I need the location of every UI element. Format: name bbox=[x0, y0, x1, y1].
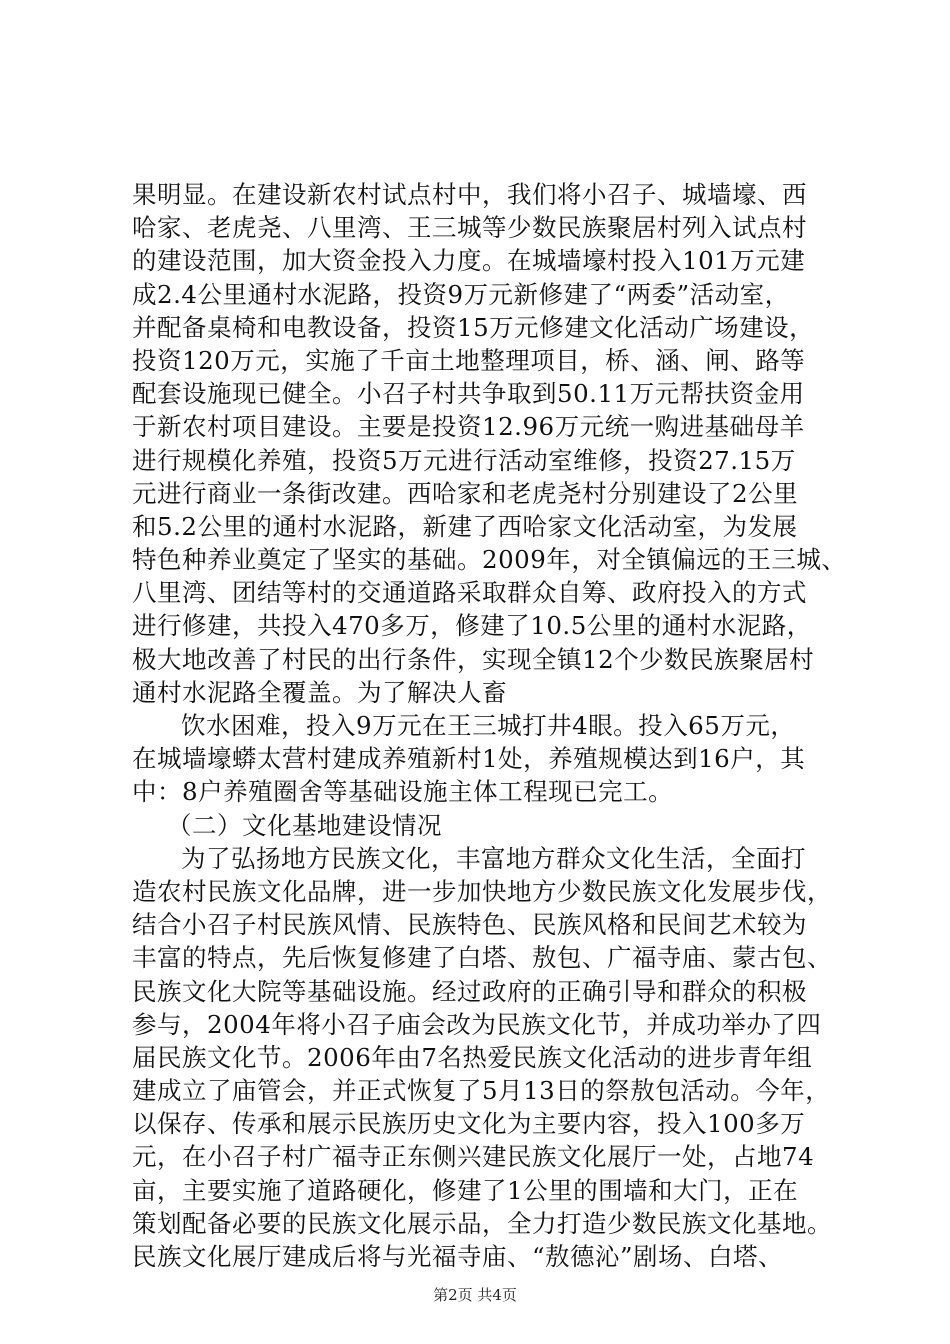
text-line: 于新农村项目建设。主要是投资12.96万元统一购进基础母羊 bbox=[132, 412, 805, 442]
text-line: 在城墙壕蟒太营村建成养殖新村1处，养殖规模达到16户，其 bbox=[132, 744, 806, 774]
text-line: 结合小召子村民族风情、民族特色、民族风格和民间艺术较为 bbox=[132, 910, 807, 940]
text-line: 并配备桌椅和电教设备，投资15万元修建文化活动广场建设， bbox=[132, 312, 815, 342]
text-line: 策划配备必要的民族文化展示品，全力打造少数民族文化基地。 bbox=[132, 1208, 832, 1238]
text-line: 饮水困难，投入9万元在王三城打井4眼。投入65万元， bbox=[181, 711, 796, 740]
text-line: 民族文化大院等基础设施。经过政府的正确引导和群众的积极 bbox=[132, 976, 807, 1006]
text-line: 造农村民族文化品牌，进一步加快地方少数民族文化发展步伐， bbox=[132, 876, 832, 906]
section-heading: （二）文化基地建设情况 bbox=[167, 810, 442, 840]
text-line: 哈家、老虎尧、八里湾、王三城等少数民族聚居村列入试点村 bbox=[132, 213, 807, 243]
text-line: 元进行商业一条街改建。西哈家和老虎尧村分别建设了2公里 bbox=[132, 478, 799, 508]
text-line: 极大地改善了村民的出行条件，实现全镇12个少数民族聚居村 bbox=[132, 644, 815, 674]
text-line: 特色种养业奠定了坚实的基础。2009年，对全镇偏远的王三城、 bbox=[132, 545, 847, 575]
text-line: 进行规模化养殖，投资5万元进行活动室维修，投资27.15万 bbox=[132, 445, 796, 475]
text-line: 果明显。在建设新农村试点村中，我们将小召子、城墙壕、西 bbox=[132, 180, 807, 209]
text-line: 民族文化展厅建成后将与光福寺庙、“敖德沁”剧场、白塔、 bbox=[132, 1242, 784, 1271]
text-line: 进行修建，共投入470多万，修建了10.5公里的通村水泥路， bbox=[132, 611, 812, 641]
text-line: 建成立了庙管会，并正式恢复了5月13日的祭敖包活动。今年， bbox=[132, 1076, 831, 1106]
text-line: 配套设施现已健全。小召子村共争取到50.11万元帮扶资金用 bbox=[132, 379, 805, 409]
text-line: 丰富的特点，先后恢复修建了白塔、敖包、广福寺庙、蒙古包、 bbox=[132, 943, 832, 973]
text-line: 中：8户养殖圈舍等基础设施主体工程现已完工。 bbox=[132, 777, 674, 807]
body-text bbox=[132, 178, 847, 1273]
text-line: 以保存、传承和展示民族历史文化为主要内容，投入100多万 bbox=[132, 1109, 806, 1139]
text-line: 为了弘扬地方民族文化，丰富地方群众文化生活，全面打 bbox=[181, 843, 806, 873]
page-footer: 第2页 共4页 bbox=[433, 1286, 517, 1304]
text-line: 成2.4公里通村水泥路，投资9万元新修建了“两委”活动室， bbox=[132, 279, 790, 309]
text-line: 通村水泥路全覆盖。为了解决人畜 bbox=[132, 677, 507, 707]
text-line: 投资120万元，实施了千亩土地整理项目，桥、涵、闸、路等 bbox=[132, 345, 806, 375]
text-line: 届民族文化节。2006年由7名热爱民族文化活动的进步青年组 bbox=[132, 1042, 813, 1072]
text-line: 亩，主要实施了道路硬化，修建了1公里的围墙和大门，正在 bbox=[132, 1175, 799, 1205]
text-line: 参与，2004年将小召子庙会改为民族文化节，并成功举办了四 bbox=[132, 1009, 822, 1039]
text-line: 的建设范围，加大资金投入力度。在城墙壕村投入101万元建 bbox=[132, 246, 806, 276]
text-line: 八里湾、团结等村的交通道路采取群众自筹、政府投入的方式 bbox=[132, 578, 807, 608]
text-line: 元，在小召子村广福寺正东侧兴建民族文化展厅一处，占地74 bbox=[132, 1142, 815, 1172]
text-line: 和5.2公里的通村水泥路，新建了西哈家文化活动室，为发展 bbox=[132, 511, 798, 541]
